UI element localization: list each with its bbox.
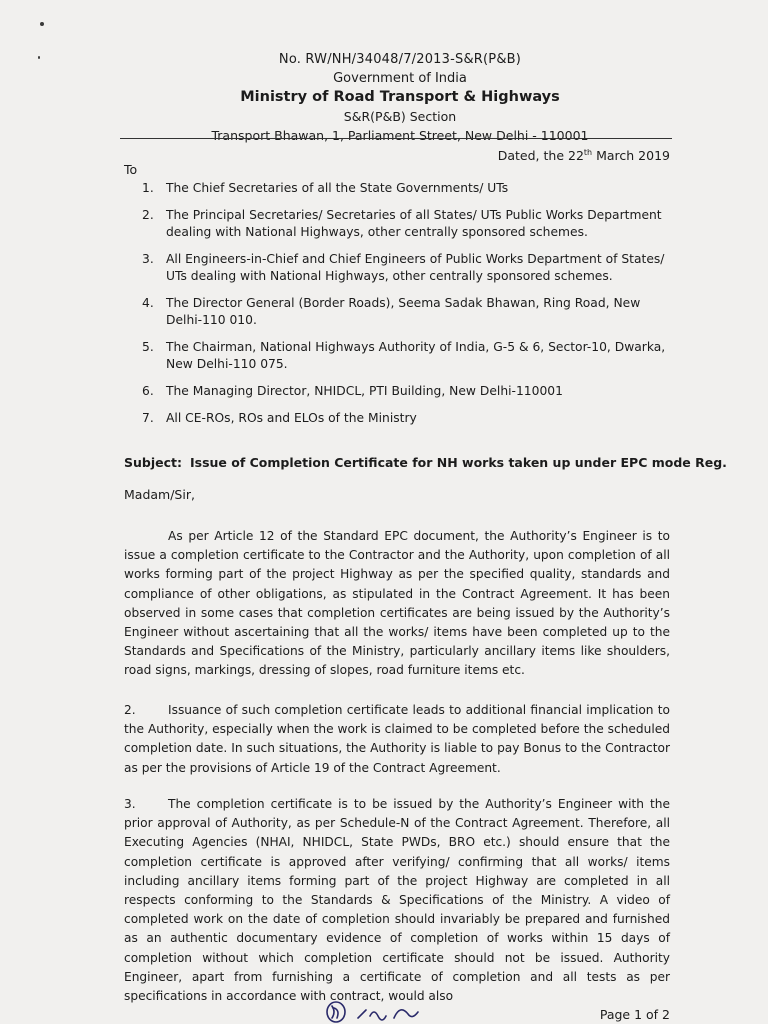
addressee-number: 7. — [142, 411, 154, 425]
addressee-item — [122, 251, 670, 285]
subject-text: Issue of Completion Certificate for NH works taken up under EPC mode Reg. — [190, 455, 727, 470]
addressee-item — [122, 339, 670, 373]
header-rule — [120, 138, 672, 139]
addressee-text: The Chief Secretaries of all the State Governments/ UTs — [166, 181, 509, 195]
paragraph-text: The completion certificate is to be issued by the Authority’s Engineer with the prior approval of Authority, as per Schedule-N of the Contract Agreement. Therefore, all Executing Agencies (NHAI, NHIDCL, State PWDs, BRO etc.) should ensure that the completion certificate is approved after verifying/ confirming that all works/ items including ancillary items forming part of the project Highway are completed in all respects conforming to the Standards & Specifications of the Ministry. A video of completed work on the date of completion should invariably be prepared and furnished as an authentic documentary evidence of completion of works within 15 days of completion without which completion certificate should not be issued. Authority Engineer, apart from furnishing a certificate of completion and all tests as per specifications in accordance with contract, would also — [124, 797, 670, 1004]
body-paragraph — [124, 795, 670, 1006]
addressee-item — [122, 295, 670, 329]
office-address: Transport Bhawan, 1, Parliament Street, New Delhi - 110001 — [211, 128, 589, 143]
body-paragraph — [124, 527, 670, 681]
addressee-number: 1. — [142, 181, 154, 195]
addressee-item — [122, 207, 670, 241]
date-rest: March 2019 — [592, 148, 670, 164]
signature-scribble — [320, 1000, 440, 1024]
addressee-number: 3. — [142, 252, 154, 266]
salutation: Madam/Sir, — [124, 487, 195, 502]
body-paragraph — [124, 701, 670, 778]
addressee-text: All CE-ROs, ROs and ELOs of the Ministry — [166, 411, 417, 425]
addressee-item — [122, 410, 670, 427]
letterhead — [200, 50, 600, 145]
date-suffix: th — [583, 148, 593, 157]
reference-number: No. RW/NH/34048/7/2013-S&R(P&B) — [278, 52, 522, 67]
letter-date — [498, 148, 670, 163]
addressee-text: The Chairman, National Highways Authority of India, G-5 & 6, Sector-10, Dwarka, New Delhi-110 075. — [166, 340, 666, 371]
subject-label: Subject: — [124, 455, 182, 470]
paragraph-text: As per Article 12 of the Standard EPC document, the Authority’s Engineer is to issue a completion certificate to the Contractor and the Authority, upon completion of all works forming part of the project Highway as per the specified quality, standards and compliance of other obligations, as stipulated in the Contract Agreement. It has been observed in some cases that completion certificates are being issued by the Authority’s Engineer without ascertaining that all the works/ items have been completed up to the Standards and Specifications of the Ministry, particularly ancillary items like shoulders, road signs, markings, dressing of slopes, road furniture items etc. — [124, 529, 670, 678]
addressee-text: The Principal Secretaries/ Secretaries of all States/ UTs Public Works Department dealing with National Highways, other centrally sponsored schemes. — [166, 208, 662, 239]
page-number: Page 1 of 2 — [599, 1007, 670, 1022]
section-name: S&R(P&B) Section — [343, 109, 457, 124]
ministry-name: Ministry of Road Transport & Highways — [240, 89, 560, 105]
addressee-number: 2. — [142, 208, 154, 222]
scan-speck — [38, 56, 40, 59]
subject-line — [124, 455, 727, 470]
paragraph-text: Issuance of such completion certificate leads to additional financial implication to the Authority, especially when the work is claimed to be completed before the scheduled completion date. In such situations, the Authority is liable to pay Bonus to the Contractor as per the provisions of Article 19 of the Contract Agreement. — [124, 703, 670, 775]
addressee-number: 6. — [142, 384, 154, 398]
addressee-item — [122, 180, 670, 197]
to-label: To — [124, 162, 138, 177]
date-prefix: Dated, the 22 — [497, 148, 584, 164]
addressee-text: The Director General (Border Roads), Seema Sadak Bhawan, Ring Road, New Delhi-110 010. — [166, 296, 641, 327]
addressee-text: All Engineers-in-Chief and Chief Engineers of Public Works Department of States/ UTs dealing with National Highways, other centrally sponsored schemes. — [166, 252, 665, 283]
addressee-number: 4. — [142, 296, 154, 310]
paragraph-number: 2. — [124, 703, 136, 717]
addressee-text: The Managing Director, NHIDCL, PTI Building, New Delhi-110001 — [166, 384, 563, 398]
government-line: Government of India — [333, 71, 467, 86]
addressee-item — [122, 383, 670, 400]
scan-speck — [40, 22, 44, 26]
addressee-list — [122, 180, 670, 437]
addressee-number: 5. — [142, 340, 154, 354]
paragraph-number: 3. — [124, 797, 136, 811]
